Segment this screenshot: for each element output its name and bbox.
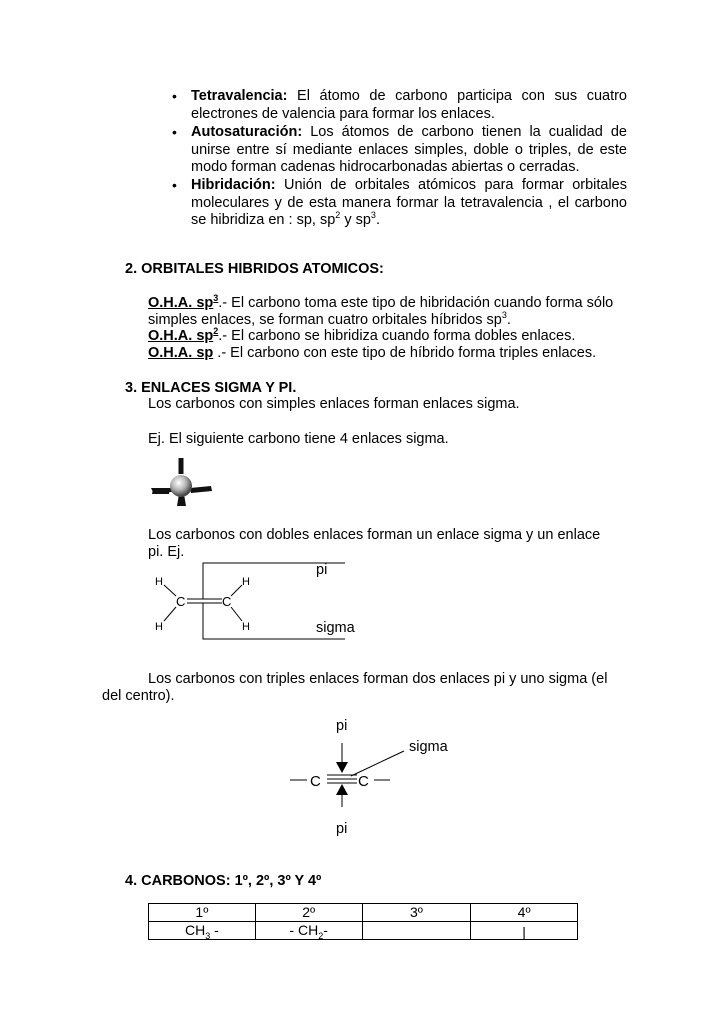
- table-cell: $CH_3$ -: [149, 922, 256, 940]
- table-cell: |: [471, 922, 578, 940]
- atom-h-label: H: [242, 621, 250, 633]
- label-pi: pi: [316, 562, 328, 578]
- ethyne-structure: [285, 735, 405, 815]
- double-bond-text-2: pi. Ej.: [148, 544, 185, 560]
- oha-sp2-line: O.H.A. $sp^2.-$ El carbono se hibridiza cuando forma dobles enlaces.: [148, 326, 576, 344]
- table-header: 3º: [362, 904, 471, 922]
- table-header: 1º: [149, 904, 256, 922]
- definition: Los átomos de carbono tienen la cualidad de unirse entre sí mediante enlaces simples, doble o triples, de este modo forman cadenas hidrocarbonadas abiertas o cerradas.: [191, 124, 627, 175]
- table-row: [149, 922, 578, 940]
- atom-c-label: C: [222, 594, 232, 609]
- section4-heading: 4. CARBONOS: 1º, 2º, 3º Y 4º: [125, 873, 322, 889]
- atom-h-label: H: [155, 621, 163, 633]
- term: Autosaturación:: [191, 124, 303, 140]
- bullet-hibridacion: Hibridación: Unión de orbitales atómicos para formar orbitales moleculares y de esta manera formar la tetravalencia , el carbono se hibridiza en : sp, $sp^2$ y $sp^3$.: [191, 177, 627, 228]
- double-bond-text: Los carbonos con dobles enlaces forman un enlace sigma y un enlace: [148, 527, 601, 543]
- oha-sp3-line: O.H.A. $sp^3.-$ El carbono toma este tipo de hibridación cuando forma sólo: [148, 293, 614, 311]
- label-pi-top: pi: [336, 718, 348, 734]
- term: Hibridación:: [191, 177, 276, 193]
- carbon-types-table: [148, 903, 578, 940]
- table-header: 4º: [471, 904, 578, 922]
- definition: Unión de orbitales atómicos para formar orbitales moleculares y de esta manera formar la tetravalencia , el carbono se hibridiza en : sp, sp: [191, 177, 627, 228]
- label-pi-bottom: pi: [336, 821, 348, 837]
- oha-sp3-line2: simples enlaces, se forman cuatro orbitales híbridos $sp^3$.: [148, 310, 511, 328]
- label-sigma: sigma: [316, 620, 355, 636]
- tetrahedral-carbon-figure: [148, 458, 214, 508]
- definition: El átomo de carbono participa con sus cuatro electrones de valencia para formar los enlaces.: [191, 88, 627, 122]
- triple-bond-text-2: del centro).: [102, 688, 175, 704]
- bullet-dot: •: [172, 88, 177, 104]
- bullet-autosaturacion: [191, 124, 627, 177]
- label-sigma-triple: sigma: [409, 739, 448, 755]
- table-header: 2º: [255, 904, 362, 922]
- atom-h-label: H: [155, 576, 163, 588]
- table-cell: - $CH_2-$: [255, 922, 362, 940]
- atom-c-label: C: [358, 773, 369, 790]
- bullet-dot: •: [172, 177, 177, 193]
- term: Tetravalencia:: [191, 88, 288, 104]
- bullet-tetravalencia: [191, 88, 627, 123]
- triple-bond-text: Los carbonos con triples enlaces forman dos enlaces pi y uno sigma (el: [148, 671, 608, 687]
- atom-c-label: C: [176, 594, 186, 609]
- atom-h-label: H: [242, 576, 250, 588]
- bullet-dot: •: [172, 124, 177, 140]
- section3-heading: 3. ENLACES SIGMA Y PI.: [125, 380, 297, 396]
- atom-c-label: C: [310, 773, 321, 790]
- table-header-row: [149, 904, 578, 922]
- example-text: Ej. El siguiente carbono tiene 4 enlaces sigma.: [148, 431, 449, 447]
- section2-heading: 2. ORBITALES HIBRIDOS ATOMICOS:: [125, 261, 384, 277]
- sigma-simple-text: Los carbonos con simples enlaces forman enlaces sigma.: [148, 396, 520, 412]
- oha-sp-line: O.H.A. sp .- El carbono con este tipo de híbrido forma triples enlaces.: [148, 345, 597, 361]
- table-cell: [362, 922, 471, 940]
